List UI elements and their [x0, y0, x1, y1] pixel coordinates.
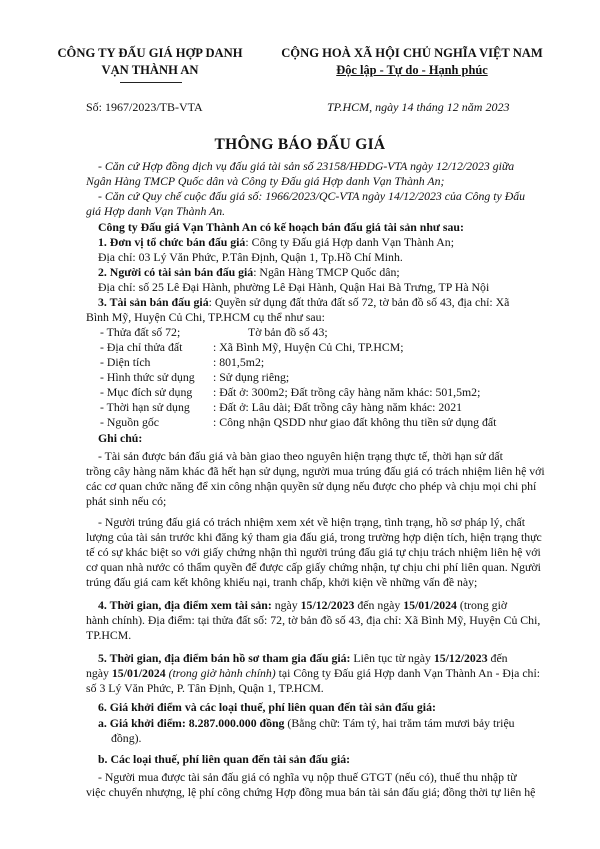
property-row-label: - Địa chỉ thửa đất [100, 340, 183, 354]
note-line: phát sinh nếu có; [86, 494, 167, 508]
note-line: lượng của tài sản trước khi đăng ký tham gia đấu giá, trong trường hợp diện tích, hiện trạng thực [86, 530, 542, 544]
basis-line: - Căn cứ Quy chế cuộc đấu giá số: 1966/2023/QC-VTA ngày 14/12/2023 của Công ty Đấu [98, 189, 526, 203]
basis-line: - Căn cứ Hợp đồng dịch vụ đấu giá tài sản số 23158/HĐDG-VTA ngày 12/12/2023 giữa [98, 159, 515, 173]
property-row-label: - Nguồn gốc [100, 415, 159, 429]
section-1-label: 1. Đơn vị tổ chức bán đấu giá [98, 235, 246, 249]
property-row-label: - Diện tích [100, 355, 151, 369]
section-2 [98, 265, 400, 280]
sale-end-date: 15/01/2024 [111, 666, 166, 680]
section-2-value: : Ngân Hàng TMCP Quốc dân; [253, 265, 400, 279]
property-row-value: : Sử dụng riêng; [213, 370, 290, 384]
starting-price [98, 716, 515, 731]
section-5-text: đến [487, 651, 508, 665]
section-6-heading: 6. Giá khởi điểm và các loại thuế, phí liên quan đến tài sản đấu giá: [98, 700, 436, 714]
section-2-address: Địa chỉ: số 25 Lê Đại Hành, phường Lê Đại Hành, Quận Hai Bà Trưng, TP Hà Nội [98, 280, 490, 294]
starting-price-words: (Bằng chữ: Tám tỷ, hai trăm tám mươi bảy triệu [284, 716, 515, 730]
property-row-value: : Công nhận QSDD như giao đất không thu tiền sử dụng đất [213, 415, 497, 429]
section-5-label: 5. Thời gian, địa điểm bán hồ sơ tham gia đấu giá: [98, 651, 351, 665]
section-3-line2: Bình Mỹ, Huyện Củ Chi, TP.HCM cụ thể như sau: [86, 310, 325, 324]
section-4-line3: TP.HCM. [86, 628, 132, 642]
section-5 [98, 651, 508, 666]
property-row-value: : Xã Bình Mỹ, Huyện Củ Chi, TP.HCM; [213, 340, 404, 354]
section-1-value: : Công ty Đấu giá Hợp danh Vạn Thành An; [245, 235, 454, 249]
note-line: - Tài sản được bán đấu giá và bàn giao theo nguyên hiện trạng thực tế, thời hạn sử dất [98, 449, 503, 463]
basis-line: Ngân Hàng TMCP Quốc dân và Công ty Đấu giá Hợp danh Vạn Thành An; [86, 174, 445, 188]
property-row-value: : Đất ở: 300m2; Đất trồng cây hàng năm khác: 501,5m2; [213, 385, 481, 399]
section-4 [98, 598, 507, 613]
property-row-value: Tờ bản đồ số 43; [248, 325, 328, 339]
section-4-text: (trong giờ [456, 598, 508, 612]
property-row-label: - Mục đích sử dụng [100, 385, 193, 399]
tax-fee-line: - Người mua được tài sản đấu giá có nghĩa vụ nộp thuế GTGT (nếu có), thuế thu nhập từ [98, 770, 517, 784]
property-row-value: : Đất ở: Lâu dài; Đất trồng cây hàng năm khác: 2021 [213, 400, 462, 414]
section-3-value: : Quyền sử dụng đất thửa đất số 72, tờ bản đồ số 43, địa chỉ: Xã [208, 295, 510, 309]
section-3 [98, 295, 509, 310]
motto: Độc lập - Tự do - Hạnh phúc [336, 63, 488, 77]
place-date: TP.HCM, ngày 14 tháng 12 năm 2023 [327, 100, 510, 114]
note-line: các cơ quan chức năng để xin công nhận quyền sử dụng nếu được cho phép và chịu mọi chi phí [86, 479, 537, 493]
tax-fee-heading: b. Các loại thuế, phí liên quan đến tài sản đấu giá: [98, 752, 351, 766]
company-name-line2: VẠN THÀNH AN [101, 63, 199, 77]
basis-line: giá Hợp danh Vạn Thành An. [86, 204, 226, 218]
section-5-text: tại Công ty Đấu giá Hợp danh Vạn Thành An - Địa chỉ: [275, 666, 541, 680]
section-5-text: (trong giờ hành chính) [165, 666, 276, 680]
section-3-label: 3. Tài sản bán đấu giá [98, 295, 209, 309]
section-5-text: Liên tục từ ngày [350, 651, 434, 665]
starting-price-line2: đồng). [111, 731, 142, 745]
tax-fee-line: việc chuyển nhượng, lệ phí công chứng Hợp đồng mua bán tài sản đấu giá; đồng thời tự liên hệ [86, 785, 536, 799]
viewing-end-date: 15/01/2024 [403, 598, 457, 612]
section-2-label: 2. Người có tài sản bán đấu giá [98, 265, 254, 279]
notes-heading: Ghi chú: [98, 431, 143, 445]
sale-start-date: 15/12/2023 [433, 651, 488, 665]
section-4-text: ngày [271, 598, 301, 612]
property-row-label: - Thời hạn sử dụng [100, 400, 190, 414]
viewing-start-date: 15/12/2023 [300, 598, 355, 612]
nation-title: CỘNG HOÀ XÃ HỘI CHỦ NGHĨA VIỆT NAM [281, 46, 543, 60]
document-number: Số: 1967/2023/TB-VTA [86, 100, 203, 114]
section-4-text: đến ngày [354, 598, 404, 612]
section-1 [98, 235, 454, 250]
section-5-line2 [86, 666, 540, 681]
section-5-line3: số 3 Lý Văn Phức, P. Tân Định, Quận 1, TP.HCM. [86, 681, 324, 695]
property-row-label: - Hình thức sử dụng [100, 370, 195, 384]
section-5-text: ngày [86, 666, 112, 680]
note-line: trồng cây hàng năm khác đã hết hạn sử dụng, người mua trúng đấu giá có trách nhiệm liên hệ với [86, 464, 545, 478]
document-title: THÔNG BÁO ĐẤU GIÁ [214, 136, 386, 153]
property-row-value: : 801,5m2; [213, 355, 265, 369]
starting-price-label: a. Giá khởi điểm: 8.287.000.000 đồng [98, 716, 285, 730]
company-underline [120, 82, 182, 83]
note-line: - Người trúng đấu giá có trách nhiệm xem xét về hiện trạng, tình trạng, hồ sơ pháp lý, chất [98, 515, 526, 529]
property-row-label: - Thửa đất số 72; [100, 325, 181, 339]
section-1-address: Địa chỉ: 03 Lý Văn Phức, P.Tân Định, Quận 1, Tp.Hồ Chí Minh. [98, 250, 403, 264]
section-4-line2: hành chính). Địa điểm: tại thửa đất số: 72, tờ bản đồ số 43, địa chỉ: Xã Bình Mỹ, Huyện Củ Chi, [86, 613, 541, 627]
company-name: CÔNG TY ĐẤU GIÁ HỢP DANH [57, 46, 243, 60]
section-4-label: 4. Thời gian, địa điểm xem tài sản: [98, 598, 272, 612]
intro-text: Công ty Đấu giá Vạn Thành An có kế hoạch bán đấu giá tài sản như sau: [98, 220, 464, 234]
note-line: tế có sự khác biệt so với giấy chứng nhận thì người trúng đấu giá tự chịu trách nhiệm liên hệ với [86, 545, 541, 559]
note-line: cơ quan nhà nước có thẩm quyền để được cấp giấy chứng nhận, tự chịu chi phí liên quan. Người [86, 560, 541, 574]
note-line: trúng đấu giá cam kết không khiếu nại, tranh chấp, khởi kiện về những vấn đề này; [86, 575, 478, 589]
